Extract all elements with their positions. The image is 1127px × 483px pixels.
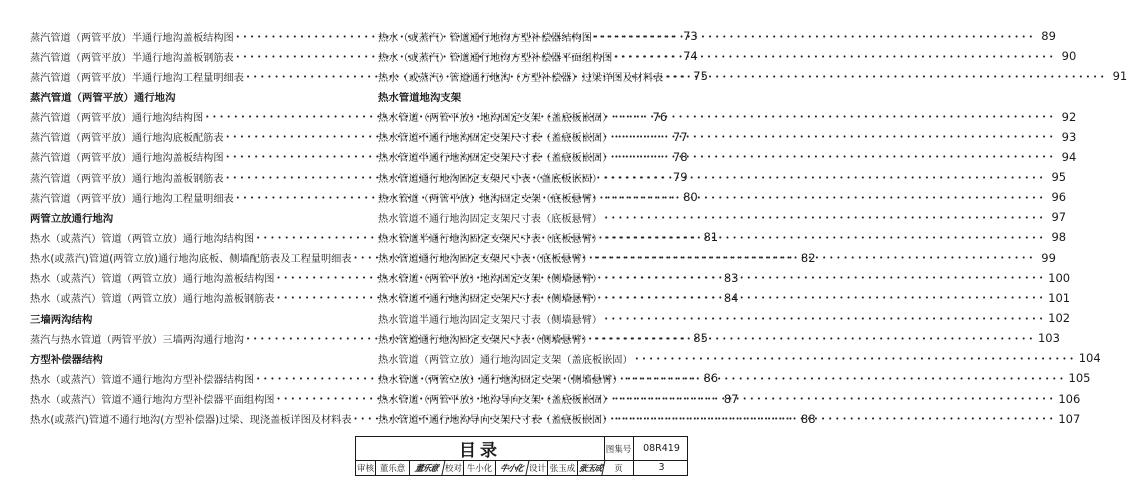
toc-entry-title: 蒸汽管道（两管平放）通行地沟盖板结构图 — [30, 153, 224, 165]
toc-entry — [378, 207, 1067, 227]
checker-name: 牛小化 — [464, 460, 496, 475]
toc-entry-title: 热水管道通行地沟固定支架尺寸表（盖底板嵌固） — [378, 173, 603, 185]
toc-entry-title: 热水管道（两管立放）通行地沟固定支架（盖底板嵌固） — [378, 354, 633, 366]
toc-entry — [378, 348, 1101, 368]
toc-entry-title: 热水管道不通行地沟固定支架尺寸表（盖底板嵌固） — [378, 133, 613, 145]
page-label: 页 — [604, 460, 634, 475]
checker-signature: 牛小化 — [494, 460, 529, 475]
toc-page-number: 75 — [693, 69, 708, 84]
dot-leader — [602, 172, 1048, 183]
toc-entry-title: 热水管道（两管平放）地沟导向支架（盖底板嵌固） — [378, 395, 613, 407]
toc-page-number: 82 — [800, 250, 816, 265]
toc-entry-title: 热水（或蒸汽）管道通行地沟方型补偿器平面组构图 — [378, 52, 613, 64]
toc-page-number: 91 — [1112, 69, 1127, 84]
toc-page-number: 106 — [1058, 391, 1081, 406]
toc-entry-title: 热水管道不通行地沟导向支架尺寸表（盖底板嵌固） — [378, 415, 613, 427]
dot-leader — [602, 272, 1048, 283]
toc-entry-title: 热水（或蒸汽）管道通行地沟方型补偿器结构图 — [378, 32, 592, 44]
toc-page-number: 98 — [1051, 230, 1067, 245]
toc-entry — [378, 308, 1071, 328]
toc-page-number: 97 — [1051, 210, 1067, 225]
toc-page-number: 93 — [1061, 129, 1077, 144]
toc-page-number: 81 — [703, 230, 719, 245]
toc-entry-title: 三墙两沟结构 — [30, 313, 93, 326]
design-label: 设计 — [528, 460, 548, 475]
toc-entry-title: 热水管道通行地沟固定支架尺寸表（侧墙悬臂） — [378, 334, 592, 346]
toc-entry-title: 热水（或蒸汽）管道通行地沟（方型补偿器）过梁详图及材料表 — [378, 72, 664, 84]
toc-entry-title: 热水管道（两管平放）地沟固定支架（盖底板嵌固） — [378, 113, 613, 125]
dot-leader — [602, 212, 1048, 223]
toc-entry-title: 热水管道半通行地沟固定支架尺寸表（侧墙悬臂） — [378, 314, 603, 326]
toc-page-number: 96 — [1051, 190, 1067, 205]
toc-page-number: 88 — [800, 411, 816, 426]
toc-entry-title: 热水管道半通行地沟固定支架尺寸表（底板悬臂） — [378, 233, 603, 245]
toc-page-number: 90 — [1061, 49, 1077, 64]
atlas-number-label: 图集号 — [604, 437, 634, 460]
toc-page-number: 105 — [1068, 371, 1091, 386]
page-title: 目录 — [356, 437, 605, 460]
toc-entry-title: 方型补偿器结构 — [30, 353, 103, 366]
toc-entry-title: 热水管道（两管立放）通行地沟固定支架（侧墙悬臂） — [378, 374, 623, 386]
dot-leader — [612, 413, 1058, 424]
dot-leader — [602, 292, 1048, 303]
toc-entry-title: 热水（或蒸汽）管道（两管立放）通行地沟结构图 — [30, 233, 255, 245]
dot-leader — [623, 373, 1069, 384]
dot-leader — [602, 192, 1048, 203]
atlas-number: 08R419 — [643, 443, 680, 454]
toc-entry-title: 热水(或蒸汽)管道不通行地沟(方型补偿器)过梁、现浇盖板详图及材料表 — [30, 415, 352, 427]
dot-leader — [592, 333, 1038, 344]
toc-page-number: 95 — [1051, 170, 1067, 185]
toc-page-number: 84 — [723, 290, 739, 305]
title-block-signature-row — [356, 460, 687, 475]
toc-page-number: 85 — [693, 331, 708, 346]
toc-page-number: 74 — [683, 49, 698, 64]
toc-entry-title: 热水（或蒸汽）管道（两管立放）通行地沟盖板钢筋表 — [30, 294, 275, 306]
toc-page-number: 86 — [703, 371, 719, 386]
toc-entry-title: 热水(或蒸汽)管道(两管立放)通行地沟底板、侧墙配筋表及工程量明细表 — [30, 254, 352, 266]
toc-entry-title: 热水管道（两管平放）地沟固定支架（侧墙悬臂） — [378, 274, 603, 286]
designer-name: 张玉成 — [548, 460, 578, 475]
toc-page-number: 80 — [683, 190, 698, 205]
dot-leader — [602, 313, 1048, 324]
title-block-top-row — [356, 437, 687, 461]
toc-entry-title: 蒸汽与热水管道（两管平放）三墙两沟通行地沟 — [30, 334, 244, 346]
toc-entry-title: 热水（或蒸汽）管道不通行地沟方型补偿器平面组构图 — [30, 395, 275, 407]
toc-section-heading — [30, 86, 336, 106]
toc-page-number: 94 — [1061, 149, 1077, 164]
dot-leader — [612, 131, 1058, 142]
toc-entry-title: 两管立放通行地沟 — [30, 212, 114, 225]
toc-entry-title: 蒸汽管道（两管平放）半通行地沟盖板结构图 — [30, 32, 234, 44]
toc-page-number: 99 — [1041, 250, 1056, 265]
review-label: 审核 — [356, 460, 376, 475]
toc-section-heading — [30, 308, 336, 328]
toc-entry-title: 热水管道不通行地沟固定支架尺寸表（侧墙悬臂） — [378, 294, 603, 306]
toc-section-heading — [378, 86, 668, 106]
toc-entry — [378, 107, 1077, 127]
toc-entry-title: 热水（或蒸汽）管道（两管立放）通行地沟盖板结构图 — [30, 274, 275, 286]
dot-leader — [633, 353, 1079, 364]
toc-section-heading — [30, 207, 336, 227]
dot-leader — [612, 51, 1058, 62]
toc-section-heading — [30, 348, 336, 368]
toc-page-number: 92 — [1061, 109, 1077, 124]
toc-entry-title: 蒸汽管道（两管平放）通行地沟 — [30, 91, 176, 104]
dot-leader — [663, 71, 1109, 82]
dot-leader — [592, 252, 1038, 263]
toc-entry-title: 热水管道不通行地沟固定支架尺寸表（底板悬臂） — [378, 213, 603, 225]
dot-leader — [592, 31, 1038, 42]
toc-entry-title: 热水管道通行地沟固定支架尺寸表（底板悬臂） — [378, 254, 592, 266]
toc-page-number: 77 — [672, 129, 688, 144]
designer-signature: 张玉成 — [576, 460, 605, 475]
toc-entry-title: 热水管道半通行地沟固定支架尺寸表（盖底板嵌固） — [378, 153, 613, 165]
toc-page-number: 89 — [1041, 29, 1056, 44]
dot-leader — [612, 111, 1058, 122]
title-block — [355, 436, 688, 476]
toc-entry-title: 热水（或蒸汽）管道不通行地沟方型补偿器结构图 — [30, 374, 255, 386]
toc-page-number: 79 — [672, 170, 688, 185]
toc-entry-title: 蒸汽管道（两管平放）半通行地沟工程量明细表 — [30, 72, 244, 84]
dot-leader — [612, 393, 1058, 404]
toc-page-number: 78 — [672, 149, 688, 164]
toc-page-number: 107 — [1058, 411, 1081, 426]
toc-page-number: 104 — [1078, 351, 1101, 366]
toc-entry-title: 蒸汽管道（两管平放）通行地沟工程量明细表 — [30, 193, 234, 205]
toc-page-number: 103 — [1037, 331, 1060, 346]
reviewer-name: 董乐意 — [376, 460, 410, 475]
reviewer-signature: 董乐意 — [408, 460, 445, 475]
check-label: 校对 — [444, 460, 464, 475]
toc-entry-title: 热水管道（两管平放）地沟固定支架（底板悬臂） — [378, 193, 603, 205]
toc-entry-title: 蒸汽管道（两管平放）半通行地沟盖板钢筋表 — [30, 52, 234, 64]
toc-page-number: 102 — [1048, 311, 1071, 326]
toc-page-number: 87 — [723, 391, 739, 406]
toc-entry-title: 蒸汽管道（两管平放）通行地沟盖板钢筋表 — [30, 173, 224, 185]
dot-leader — [602, 232, 1048, 243]
toc-page-number: 83 — [723, 270, 739, 285]
toc-entry-title: 蒸汽管道（两管平放）通行地沟底板配筋表 — [30, 133, 224, 145]
toc-page-number: 100 — [1048, 270, 1071, 285]
toc-page-number: 73 — [683, 29, 698, 44]
toc-page-number: 101 — [1048, 290, 1071, 305]
toc-page-number: 76 — [652, 109, 668, 124]
toc-entry-title: 热水管道地沟支架 — [378, 91, 462, 104]
toc-entry-title: 蒸汽管道（两管平放）通行地沟结构图 — [30, 113, 204, 125]
dot-leader — [612, 151, 1058, 162]
page-number: 3 — [658, 462, 665, 473]
